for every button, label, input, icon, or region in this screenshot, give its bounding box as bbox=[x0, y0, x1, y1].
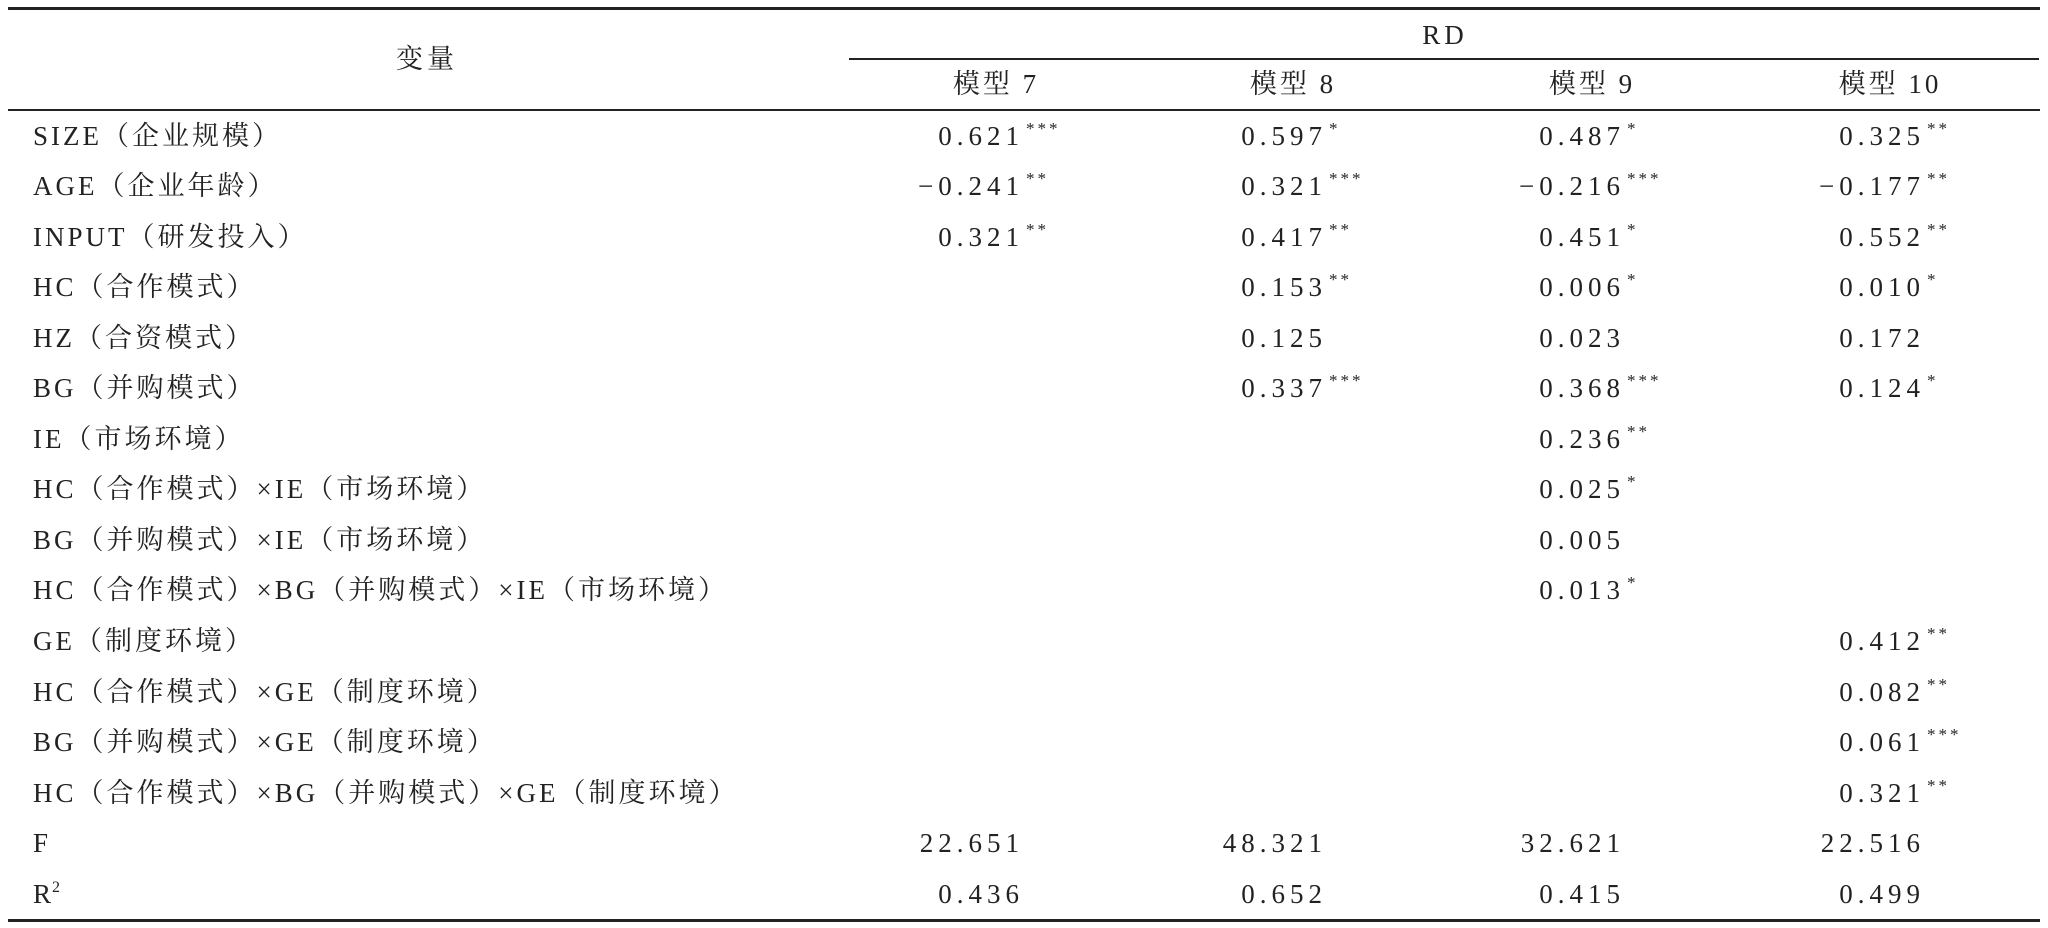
cell-value: 0.487 bbox=[1539, 120, 1625, 151]
value-cell bbox=[1127, 262, 1352, 312]
value-cell bbox=[1127, 869, 1327, 919]
row-label-text: INPUT（研发投入） bbox=[33, 221, 308, 252]
significance-stars: * bbox=[1927, 371, 1939, 391]
significance-stars: ** bbox=[1927, 674, 1950, 694]
row-label-text: F bbox=[33, 828, 52, 859]
cell-value: 0.153 bbox=[1241, 272, 1327, 303]
value-cell bbox=[849, 111, 1061, 161]
table-row bbox=[0, 515, 2048, 566]
cell-value: 32.621 bbox=[1520, 828, 1625, 859]
value-cell bbox=[849, 161, 1049, 211]
value-cell bbox=[1127, 111, 1341, 161]
value-cell bbox=[1425, 111, 1639, 161]
value-cell bbox=[1425, 565, 1639, 615]
significance-stars: ** bbox=[1927, 624, 1950, 643]
significance-stars: * bbox=[1927, 270, 1939, 290]
cell-value: 0.321 bbox=[938, 221, 1024, 252]
cell-value: 0.652 bbox=[1241, 878, 1327, 909]
value-cell bbox=[1725, 768, 1950, 818]
row-label bbox=[33, 414, 244, 464]
row-label-text: HC（合作模式）×GE（制度环境） bbox=[33, 676, 497, 707]
cell-value: 0.061 bbox=[1839, 727, 1925, 758]
significance-stars: * bbox=[1627, 472, 1639, 492]
value-cell bbox=[1127, 313, 1327, 363]
cell-value: 0.325 bbox=[1839, 120, 1925, 151]
row-label bbox=[33, 161, 278, 211]
row-label-text: HC（合作模式） bbox=[33, 272, 257, 303]
group-header: RD bbox=[1422, 20, 1468, 50]
cell-value: 48.321 bbox=[1222, 828, 1327, 859]
cell-value: 0.125 bbox=[1241, 322, 1327, 353]
significance-stars: *** bbox=[1627, 371, 1662, 391]
table-row bbox=[0, 464, 2048, 515]
column-header: 模型 7 bbox=[952, 69, 1040, 99]
column-header: 模型 10 bbox=[1838, 69, 1942, 99]
value-cell bbox=[849, 869, 1024, 919]
value-cell bbox=[1425, 363, 1662, 413]
significance-stars: ** bbox=[1329, 270, 1352, 290]
cell-value: 0.499 bbox=[1839, 878, 1925, 909]
table-row bbox=[0, 212, 2048, 263]
cell-value: 0.597 bbox=[1241, 120, 1327, 151]
row-label-text: R bbox=[33, 878, 55, 909]
significance-stars: *** bbox=[1627, 169, 1662, 189]
value-cell bbox=[1127, 212, 1352, 262]
cell-value: 0.236 bbox=[1539, 423, 1625, 454]
value-cell bbox=[1425, 869, 1625, 919]
row-label bbox=[33, 717, 497, 767]
row-label-text: BG（并购模式） bbox=[33, 373, 257, 404]
row-label bbox=[33, 262, 257, 312]
stub-header: 变量 bbox=[396, 44, 458, 74]
table-row bbox=[0, 768, 2048, 819]
cell-value: −0.216 bbox=[1519, 171, 1625, 202]
cell-value: 0.412 bbox=[1839, 626, 1925, 656]
row-label-text: HZ（合资模式） bbox=[33, 322, 255, 353]
cell-value: 0.006 bbox=[1539, 272, 1625, 303]
significance-stars: * bbox=[1627, 270, 1639, 290]
significance-stars: ** bbox=[1927, 219, 1950, 239]
cell-value: 0.321 bbox=[1839, 777, 1925, 808]
row-label bbox=[33, 565, 728, 615]
value-cell bbox=[1725, 161, 1950, 211]
value-cell bbox=[1425, 313, 1625, 363]
row-label-text: BG（并购模式）×GE（制度环境） bbox=[33, 727, 497, 758]
row-label bbox=[33, 768, 738, 818]
significance-stars: *** bbox=[1329, 169, 1364, 189]
cell-value: 0.124 bbox=[1839, 373, 1925, 404]
table-bottom-rule bbox=[8, 919, 2040, 922]
cell-value: 0.082 bbox=[1839, 676, 1925, 707]
cell-value: 0.005 bbox=[1539, 524, 1625, 555]
cell-value: 0.010 bbox=[1839, 272, 1925, 303]
table-row bbox=[0, 161, 2048, 212]
cell-value: −0.241 bbox=[918, 171, 1024, 202]
significance-stars: * bbox=[1329, 118, 1341, 138]
value-cell bbox=[1127, 161, 1364, 211]
cell-value: 0.025 bbox=[1539, 474, 1625, 505]
value-cell bbox=[1425, 515, 1625, 565]
value-cell bbox=[1725, 818, 1925, 868]
significance-stars: * bbox=[1627, 118, 1639, 138]
table-row bbox=[0, 111, 2048, 162]
row-label bbox=[33, 111, 282, 161]
cell-value: 0.621 bbox=[938, 120, 1024, 151]
row-label bbox=[33, 313, 255, 363]
row-label bbox=[33, 515, 486, 565]
row-label-text: HC（合作模式）×BG（并购模式）×GE（制度环境） bbox=[33, 777, 739, 808]
row-label-text: AGE（企业年龄） bbox=[33, 171, 278, 202]
cell-value: 0.415 bbox=[1539, 878, 1625, 909]
value-cell bbox=[849, 818, 1024, 868]
row-label bbox=[33, 212, 308, 262]
significance-stars: ** bbox=[1627, 421, 1650, 441]
significance-stars: ** bbox=[1026, 169, 1049, 189]
table-row bbox=[0, 869, 2048, 920]
significance-stars: ** bbox=[1927, 118, 1950, 138]
table-row bbox=[0, 363, 2048, 414]
cell-value: 22.516 bbox=[1820, 828, 1925, 859]
cell-value: 0.013 bbox=[1539, 575, 1625, 606]
table-row bbox=[0, 313, 2048, 364]
value-cell bbox=[1425, 262, 1639, 312]
cell-value: 0.436 bbox=[938, 878, 1024, 909]
table-row bbox=[0, 818, 2048, 869]
row-label bbox=[33, 818, 51, 868]
cell-value: 0.368 bbox=[1539, 373, 1625, 404]
row-label bbox=[33, 363, 257, 413]
table-row bbox=[0, 262, 2048, 313]
significance-stars: * bbox=[1627, 573, 1639, 593]
significance-stars: ** bbox=[1927, 169, 1950, 189]
significance-stars: * bbox=[1627, 219, 1639, 239]
row-label-text: SIZE（企业规模） bbox=[33, 120, 282, 151]
significance-stars: *** bbox=[1927, 725, 1962, 745]
column-header: 模型 9 bbox=[1548, 69, 1636, 99]
row-label bbox=[33, 869, 60, 919]
row-label-text: HC（合作模式）×BG（并购模式）×IE（市场环境） bbox=[33, 575, 728, 606]
value-cell bbox=[1425, 818, 1625, 868]
significance-stars: ** bbox=[1329, 219, 1352, 239]
cell-value: 0.451 bbox=[1539, 221, 1625, 252]
row-label-text: GE（制度环境） bbox=[33, 626, 255, 656]
value-cell bbox=[1425, 212, 1639, 262]
table-row bbox=[0, 565, 2048, 616]
value-cell bbox=[1725, 111, 1950, 161]
row-label bbox=[33, 667, 497, 717]
significance-stars: ** bbox=[1927, 775, 1950, 795]
table-row bbox=[0, 616, 2048, 667]
significance-stars: ** bbox=[1026, 219, 1049, 239]
value-cell bbox=[1725, 717, 1962, 767]
cell-value: 0.337 bbox=[1241, 373, 1327, 404]
row-label-text: HC（合作模式）×IE（市场环境） bbox=[33, 474, 487, 505]
cell-value: 0.321 bbox=[1241, 171, 1327, 202]
value-cell bbox=[1725, 212, 1950, 262]
cell-value: 0.552 bbox=[1839, 221, 1925, 252]
table-row bbox=[0, 717, 2048, 768]
cell-value: −0.177 bbox=[1819, 171, 1925, 202]
table-row bbox=[0, 667, 2048, 718]
cell-value: 22.651 bbox=[919, 828, 1024, 859]
cell-value: 0.172 bbox=[1839, 322, 1925, 353]
table-row bbox=[0, 414, 2048, 465]
row-label bbox=[33, 616, 255, 666]
row-label-text: BG（并购模式）×IE（市场环境） bbox=[33, 524, 487, 555]
row-label-superscript: 2 bbox=[52, 878, 61, 896]
cell-value: 0.023 bbox=[1539, 322, 1625, 353]
value-cell bbox=[1127, 363, 1364, 413]
column-header: 模型 8 bbox=[1249, 69, 1337, 99]
value-cell bbox=[1725, 869, 1925, 919]
value-cell bbox=[1725, 363, 1939, 413]
value-cell bbox=[1725, 262, 1939, 312]
value-cell bbox=[1725, 313, 1925, 363]
row-label bbox=[33, 464, 486, 514]
value-cell bbox=[1725, 616, 1950, 666]
cell-value: 0.417 bbox=[1241, 221, 1327, 252]
value-cell bbox=[1425, 464, 1639, 514]
value-cell bbox=[1425, 414, 1650, 464]
significance-stars: *** bbox=[1026, 118, 1061, 138]
value-cell bbox=[849, 212, 1049, 262]
significance-stars: *** bbox=[1329, 371, 1364, 391]
value-cell bbox=[1127, 818, 1327, 868]
value-cell bbox=[1725, 667, 1950, 717]
row-label-text: IE（市场环境） bbox=[33, 423, 245, 454]
value-cell bbox=[1425, 161, 1662, 211]
